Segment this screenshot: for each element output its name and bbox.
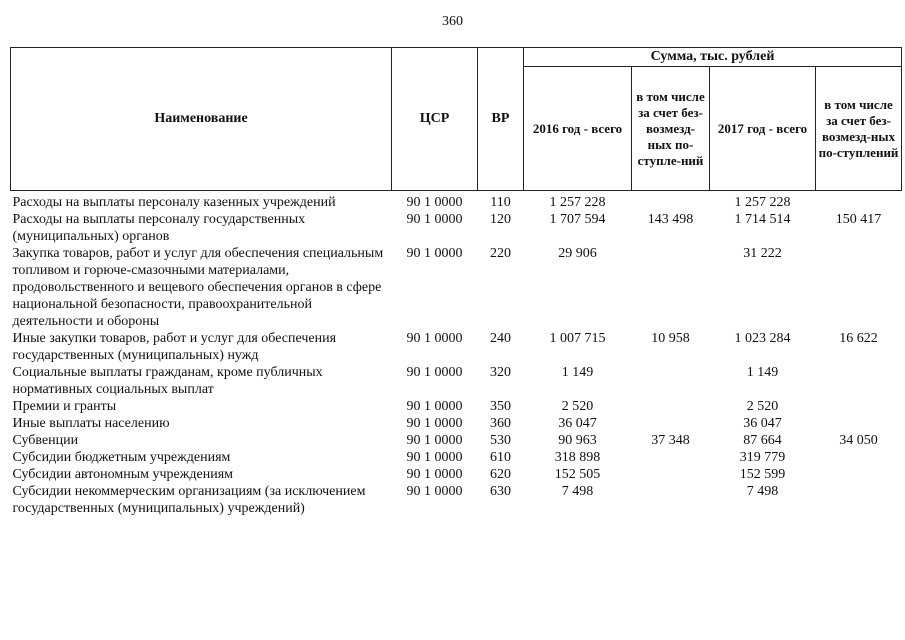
cell-2017-gratuitous bbox=[816, 398, 902, 415]
cell-2016-gratuitous bbox=[632, 364, 710, 398]
table-row bbox=[11, 466, 902, 483]
header-2017-gratuitous: в том числе за счет без-возмезд-ных по-ступлений bbox=[816, 67, 902, 191]
cell-vr: 240 bbox=[490, 331, 511, 346]
header-vr: ВР bbox=[478, 48, 524, 191]
cell-2016-gratuitous: 37 348 bbox=[651, 433, 690, 448]
cell-2017-gratuitous bbox=[816, 466, 902, 483]
cell-csr: 90 1 0000 bbox=[406, 212, 463, 227]
cell-name: Закупка товаров, работ и услуг для обеспечения специальным топливом и горюче-смазочными материалами, продовольственного и вещевого обеспечения органов в сфере национальной безопасности, правоохранительной деятельности и обороны bbox=[12, 246, 384, 329]
cell-2016-total: 2 520 bbox=[561, 399, 594, 414]
cell-csr: 90 1 0000 bbox=[406, 365, 463, 380]
cell-2016-total: 7 498 bbox=[561, 484, 594, 499]
cell-vr: 220 bbox=[490, 246, 511, 261]
cell-2016-total: 152 505 bbox=[554, 467, 601, 482]
cell-2017-total: 87 664 bbox=[743, 433, 782, 448]
cell-vr: 630 bbox=[490, 484, 511, 499]
cell-2017-total: 1 714 514 bbox=[734, 212, 791, 227]
cell-2016-total: 1 257 228 bbox=[549, 195, 606, 210]
table-row bbox=[11, 245, 902, 330]
cell-name: Расходы на выплаты персоналу государственных (муниципальных) органов bbox=[12, 212, 306, 244]
cell-name: Иные закупки товаров, работ и услуг для обеспечения государственных (муниципальных) нужд bbox=[12, 331, 337, 363]
cell-vr: 620 bbox=[490, 467, 511, 482]
cell-2017-total: 1 257 228 bbox=[734, 195, 791, 210]
cell-2017-gratuitous bbox=[816, 245, 902, 330]
cell-vr: 120 bbox=[490, 212, 511, 227]
cell-2016-gratuitous bbox=[632, 245, 710, 330]
cell-2017-total: 2 520 bbox=[746, 399, 779, 414]
cell-name: Социальные выплаты гражданам, кроме публичных нормативных социальных выплат bbox=[12, 365, 323, 397]
cell-name: Премии и гранты bbox=[12, 399, 117, 414]
cell-2017-gratuitous: 16 622 bbox=[839, 331, 878, 346]
cell-2016-total: 1 007 715 bbox=[549, 331, 606, 346]
table-row bbox=[11, 398, 902, 415]
cell-2017-gratuitous: 34 050 bbox=[839, 433, 878, 448]
budget-table bbox=[10, 47, 902, 517]
cell-vr: 350 bbox=[490, 399, 511, 414]
header-2017-total: 2017 год - всего bbox=[710, 67, 816, 191]
cell-2016-total: 29 906 bbox=[558, 246, 597, 261]
table-row bbox=[11, 330, 902, 364]
cell-name: Субвенции bbox=[12, 433, 79, 448]
table-row bbox=[11, 483, 902, 517]
cell-2016-total: 318 898 bbox=[554, 450, 601, 465]
cell-2016-gratuitous: 10 958 bbox=[651, 331, 690, 346]
table-row bbox=[11, 191, 902, 212]
header-sum-group: Сумма, тыс. рублей bbox=[524, 48, 902, 67]
cell-2016-gratuitous: 143 498 bbox=[647, 212, 694, 227]
cell-2017-gratuitous bbox=[816, 483, 902, 517]
header-csr: ЦСР bbox=[392, 48, 478, 191]
cell-2017-total: 319 779 bbox=[739, 450, 786, 465]
cell-2016-total: 36 047 bbox=[558, 416, 597, 431]
cell-2017-gratuitous bbox=[816, 191, 902, 212]
cell-2017-total: 7 498 bbox=[746, 484, 779, 499]
cell-vr: 360 bbox=[490, 416, 511, 431]
header-2016-gratuitous: в том числе за счет без-возмезд-ных по-ступле-ний bbox=[632, 67, 710, 191]
table-header bbox=[11, 48, 902, 191]
cell-2016-gratuitous bbox=[632, 415, 710, 432]
table-row bbox=[11, 432, 902, 449]
table-row bbox=[11, 364, 902, 398]
cell-name: Расходы на выплаты персоналу казенных учреждений bbox=[12, 195, 336, 210]
cell-name: Субсидии некоммерческим организациям (за исключением государственных (муниципальных) учреждений) bbox=[12, 484, 366, 516]
cell-2017-gratuitous bbox=[816, 364, 902, 398]
cell-csr: 90 1 0000 bbox=[406, 195, 463, 210]
cell-name: Иные выплаты населению bbox=[12, 416, 170, 431]
cell-2016-gratuitous bbox=[632, 449, 710, 466]
cell-vr: 110 bbox=[490, 195, 511, 210]
table-body bbox=[11, 191, 902, 518]
cell-2017-total: 36 047 bbox=[743, 416, 782, 431]
cell-csr: 90 1 0000 bbox=[406, 433, 463, 448]
cell-csr: 90 1 0000 bbox=[406, 450, 463, 465]
cell-2016-gratuitous bbox=[632, 483, 710, 517]
cell-2016-total: 1 707 594 bbox=[549, 212, 606, 227]
header-2016-total: 2016 год - всего bbox=[524, 67, 632, 191]
cell-2016-gratuitous bbox=[632, 466, 710, 483]
cell-2016-gratuitous bbox=[632, 398, 710, 415]
cell-vr: 320 bbox=[490, 365, 511, 380]
cell-csr: 90 1 0000 bbox=[406, 416, 463, 431]
cell-name: Субсидии бюджетным учреждениям bbox=[12, 450, 231, 465]
cell-2017-total: 31 222 bbox=[743, 246, 782, 261]
header-name: Наименование bbox=[11, 48, 392, 191]
cell-2017-gratuitous: 150 417 bbox=[835, 212, 882, 227]
page-number: 360 bbox=[442, 14, 463, 29]
cell-csr: 90 1 0000 bbox=[406, 399, 463, 414]
cell-csr: 90 1 0000 bbox=[406, 246, 463, 261]
cell-csr: 90 1 0000 bbox=[406, 467, 463, 482]
cell-2017-total: 1 023 284 bbox=[734, 331, 791, 346]
cell-2016-total: 1 149 bbox=[561, 365, 594, 380]
cell-2017-total: 152 599 bbox=[739, 467, 786, 482]
cell-csr: 90 1 0000 bbox=[406, 331, 463, 346]
cell-vr: 530 bbox=[490, 433, 511, 448]
table-row bbox=[11, 449, 902, 466]
cell-2016-total: 90 963 bbox=[558, 433, 597, 448]
cell-vr: 610 bbox=[490, 450, 511, 465]
cell-2017-gratuitous bbox=[816, 415, 902, 432]
cell-csr: 90 1 0000 bbox=[406, 484, 463, 499]
cell-2016-gratuitous bbox=[632, 191, 710, 212]
cell-2017-gratuitous bbox=[816, 449, 902, 466]
cell-2017-total: 1 149 bbox=[746, 365, 779, 380]
table-row bbox=[11, 211, 902, 245]
table-row bbox=[11, 415, 902, 432]
cell-name: Субсидии автономным учреждениям bbox=[12, 467, 234, 482]
